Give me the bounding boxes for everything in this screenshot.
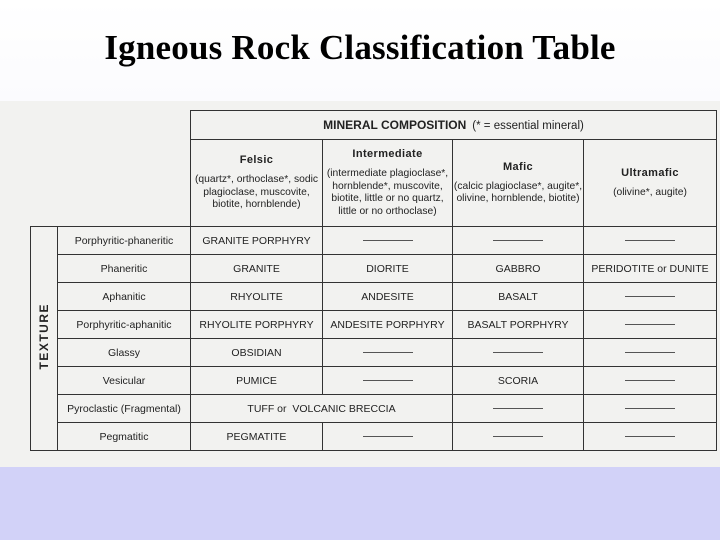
empty-cell xyxy=(323,339,453,367)
rock-cell: BASALT xyxy=(453,283,584,311)
dash-line xyxy=(493,240,543,241)
texture-name: Pyroclastic (Fragmental) xyxy=(58,395,191,423)
dash-line xyxy=(493,436,543,437)
empty-cell xyxy=(584,367,717,395)
empty-cell xyxy=(584,395,717,423)
dash-line xyxy=(625,240,675,241)
rock-cell: RHYOLITE PORPHYRY xyxy=(191,311,323,339)
rock-cell: GRANITE PORPHYRY xyxy=(191,227,323,255)
dash-line xyxy=(363,352,413,353)
texture-name: Porphyritic-aphanitic xyxy=(58,311,191,339)
empty-cell xyxy=(453,339,584,367)
slide-title: Igneous Rock Classification Table xyxy=(104,28,616,67)
rock-cell: GRANITE xyxy=(191,255,323,283)
empty-cell xyxy=(453,227,584,255)
corner-blank-2 xyxy=(31,140,191,227)
dash-line xyxy=(625,436,675,437)
dash-line xyxy=(493,408,543,409)
essential-mineral-note: (* = essential mineral) xyxy=(472,120,584,132)
dash-line xyxy=(493,352,543,353)
texture-axis-label xyxy=(31,227,58,451)
empty-cell xyxy=(584,227,717,255)
empty-cell xyxy=(323,367,453,395)
column-header-felsic xyxy=(191,140,323,227)
empty-cell xyxy=(584,423,717,451)
dash-line xyxy=(363,436,413,437)
texture-name: Aphanitic xyxy=(58,283,191,311)
empty-cell xyxy=(584,339,717,367)
dash-line xyxy=(625,380,675,381)
mineral-composition-label: MINERAL COMPOSITION xyxy=(323,118,467,132)
rock-cell-merged: TUFF or VOLCANIC BRECCIA xyxy=(191,395,453,423)
empty-cell xyxy=(323,423,453,451)
column-name: Felsic xyxy=(239,154,274,167)
table-row xyxy=(31,311,717,339)
table-row xyxy=(31,227,717,255)
dash-line xyxy=(625,296,675,297)
mineral-composition-header xyxy=(191,111,717,140)
igneous-rock-table xyxy=(30,110,717,451)
corner-blank xyxy=(31,111,191,140)
rock-cell: RHYOLITE xyxy=(191,283,323,311)
column-header-mafic xyxy=(453,140,584,227)
texture-name: Pegmatitic xyxy=(58,423,191,451)
rock-cell: SCORIA xyxy=(453,367,584,395)
table-row xyxy=(31,283,717,311)
empty-cell xyxy=(584,283,717,311)
rock-cell: DIORITE xyxy=(323,255,453,283)
texture-name: Phaneritic xyxy=(58,255,191,283)
dash-line xyxy=(363,380,413,381)
column-name: Intermediate xyxy=(352,148,423,160)
column-minerals: (calcic plagioclase*, augite*, olivine, hornblende, biotite) xyxy=(453,180,583,204)
rock-cell: PUMICE xyxy=(191,367,323,395)
column-header-ultramafic xyxy=(584,140,717,227)
empty-cell xyxy=(453,395,584,423)
empty-cell xyxy=(453,423,584,451)
table-row xyxy=(31,367,717,395)
rock-cell: BASALT PORPHYRY xyxy=(453,311,584,339)
column-name: Ultramafic xyxy=(621,166,679,179)
table-row xyxy=(31,423,717,451)
dash-line xyxy=(625,408,675,409)
footer-band xyxy=(0,467,720,540)
dash-line xyxy=(625,324,675,325)
texture-name: Glassy xyxy=(58,339,191,367)
column-minerals: (quartz*, orthoclase*, sodic plagioclase, muscovite, biotite, hornblende) xyxy=(194,174,319,211)
texture-name: Porphyritic-phaneritic xyxy=(58,227,191,255)
table-row xyxy=(31,255,717,283)
column-minerals: (intermediate plagioclase*, hornblende*, muscovite, biotite, little or no quartz, little or no orthoclase) xyxy=(326,168,449,217)
rock-cell: PEGMATITE xyxy=(191,423,323,451)
rock-cell: OBSIDIAN xyxy=(191,339,323,367)
column-header-intermediate xyxy=(323,140,453,227)
table-row xyxy=(31,339,717,367)
dash-line xyxy=(363,240,413,241)
column-minerals: (olivine*, augite) xyxy=(613,186,687,198)
table-row xyxy=(31,395,717,423)
rock-cell: ANDESITE xyxy=(323,283,453,311)
dash-line xyxy=(625,352,675,353)
rock-cell: PERIDOTITE or DUNITE xyxy=(584,255,717,283)
column-name: Mafic xyxy=(502,160,534,173)
rock-cell: ANDESITE PORPHYRY xyxy=(323,311,453,339)
texture-name: Vesicular xyxy=(58,367,191,395)
empty-cell xyxy=(323,227,453,255)
texture-label-text: TEXTURE xyxy=(37,302,51,370)
empty-cell xyxy=(584,311,717,339)
rock-cell: GABBRO xyxy=(453,255,584,283)
